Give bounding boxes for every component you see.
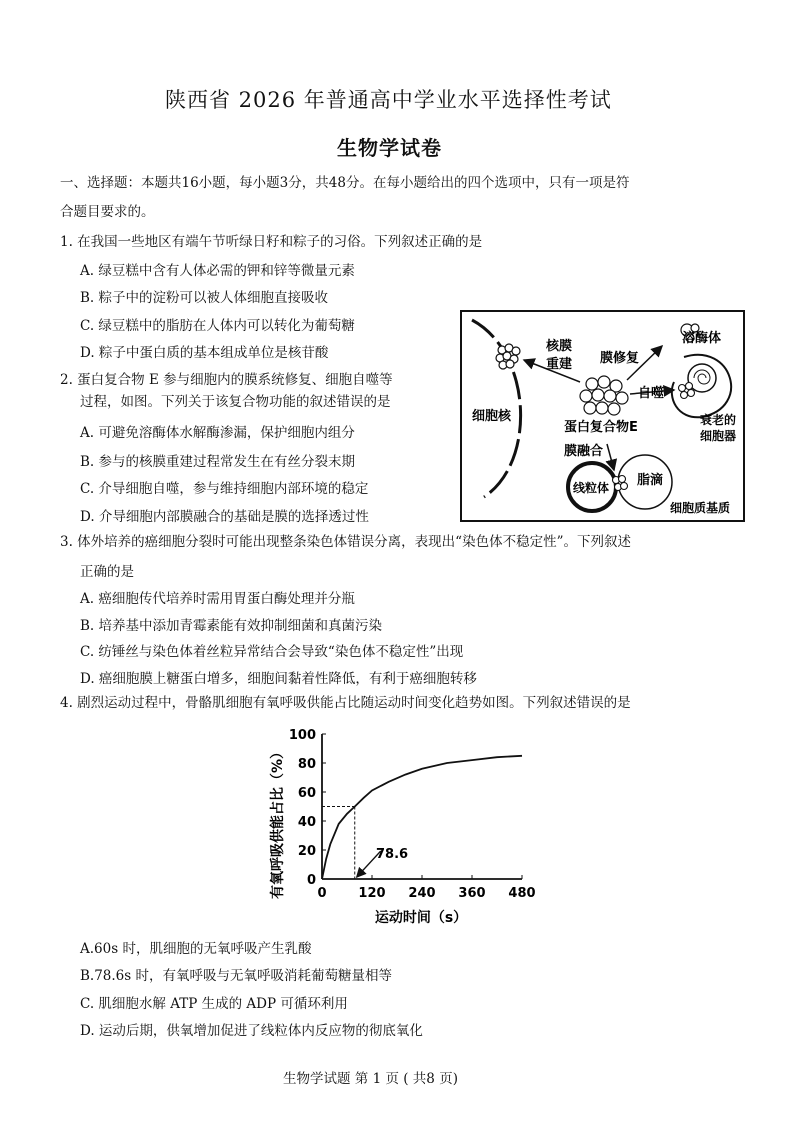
label-aging-1: 衰老的 [700,413,737,427]
q2-diagram [460,310,745,522]
complex-at-nucleus-icon [496,344,520,369]
label-autophagy: 自噬 [638,386,665,401]
label-rebuild-2: 重建 [546,357,573,372]
q3-option-d: D. 癌细胞膜上糖蛋白增多，细胞间黏着性降低，有利于癌细胞转移 [80,671,477,687]
label-complex-e: 蛋白复合物E [564,420,638,435]
chart-ytick-label: 100 [288,728,316,743]
chart-ytick-label: 60 [297,786,316,801]
q4-option-a: A.60s 时，肌细胞的无氧呼吸产生乳酸 [80,941,312,957]
page-subtitle: 生物学试卷 [337,136,442,160]
page-footer: 生物学试题 第 1 页 ( 共8 页) [283,1071,458,1087]
q2-option-c: C. 介导细胞自噬，参与维持细胞内部环境的稳定 [80,481,369,497]
label-cytoplasm-matrix: 细胞质基质 [670,501,731,515]
q3-option-c: C. 纺锤丝与染色体着丝粒异常结合会导致“染色体不稳定性”出现 [80,644,464,660]
q2-diagram-svg [462,312,743,520]
chart-xlabel: 运动时间（s） [374,910,468,926]
q2-option-d: D. 介导细胞内部膜融合的基础是膜的选择透过性 [80,509,369,525]
chart-xtick-label: 0 [317,886,327,901]
q4-option-d: D. 运动后期，供氧增加促进了线粒体内反应物的彻底氧化 [80,1023,423,1039]
chart-ticks [289,728,536,901]
label-lipid-droplet: 脂滴 [637,473,664,488]
chart-series-line [322,756,522,879]
q3-stem-line2: 正确的是 [80,564,134,580]
q2-stem-line1: 2. 蛋白复合物 E 参与细胞内的膜系统修复、细胞自噬等 [60,372,393,388]
chart-xtick-label: 240 [408,886,436,901]
label-mitochondrion: 线粒体 [573,481,610,495]
chart-ytick-label: 0 [306,873,316,888]
chart-annotation-label: 78.6 [376,847,409,862]
label-lysosome: 溶酶体 [682,331,722,346]
q4-chart [260,722,550,932]
q4-option-b: B.78.6s 时，有氧呼吸与无氧呼吸消耗葡萄糖量相等 [80,968,392,984]
q1-option-d: D. 粽子中蛋白质的基本组成单位是核苷酸 [80,345,329,361]
chart-xtick-label: 120 [358,886,386,901]
q4-option-c: C. 肌细胞水解 ATP 生成的 ADP 可循环利用 [80,996,348,1012]
complex-at-autophagy-icon [679,383,695,399]
q2-stem-line2: 过程，如图。下列关于该复合物功能的叙述错误的是 [80,394,391,410]
chart-xtick-label: 480 [508,886,536,901]
q1-stem: 1. 在我国一些地区有端午节听绿日籽和粽子的习俗。下列叙述正确的是 [60,234,483,250]
q2-option-b: B. 参与的核膜重建过程常发生在有丝分裂末期 [80,454,356,470]
chart-ylabel: 有氧呼吸供能占比（%） [270,744,286,900]
page-title: 陕西省 2026 年普通高中学业水平选择性考试 [165,88,612,112]
chart-ytick-label: 40 [297,815,316,830]
section-instruction-line2: 合题目要求的。 [60,204,155,220]
chart-xtick-label: 360 [458,886,486,901]
complex-at-fusion-icon [613,476,628,491]
label-aging-2: 细胞器 [700,429,737,443]
section-instruction-line1: 一、选择题：本题共16小题，每小题3分，共48分。在每小题给出的四个选项中，只有一项是符 [60,175,630,191]
complex-e-icon [580,376,628,415]
label-repair: 膜修复 [600,351,640,366]
q3-stem-line1: 3. 体外培养的癌细胞分裂时可能出现整条染色体错误分离，表现出“染色体不稳定性”。下列叙述 [60,534,631,550]
label-nucleus: 细胞核 [472,409,512,424]
q2-option-a: A. 可避免溶酶体水解酶渗漏，保护细胞内组分 [80,425,355,441]
q1-option-b: B. 粽子中的淀粉可以被人体细胞直接吸收 [80,290,329,306]
label-fusion: 膜融合 [564,444,604,459]
q4-stem: 4. 剧烈运动过程中，骨骼肌细胞有氧呼吸供能占比随运动时间变化趋势如图。下列叙述错误的是 [60,695,631,711]
q3-option-a: A. 癌细胞传代培养时需用胃蛋白酶处理并分瓶 [80,591,355,607]
label-rebuild-1: 核膜 [546,339,573,354]
q3-option-b: B. 培养基中添加青霉素能有效抑制细菌和真菌污染 [80,618,383,634]
q1-option-a: A. 绿豆糕中含有人体必需的钾和锌等微量元素 [80,263,355,279]
chart-guides [322,807,355,880]
q1-option-c: C. 绿豆糕中的脂肪在人体内可以转化为葡萄糖 [80,318,355,334]
chart-ytick-label: 80 [297,757,316,772]
chart-ytick-label: 20 [297,844,316,859]
